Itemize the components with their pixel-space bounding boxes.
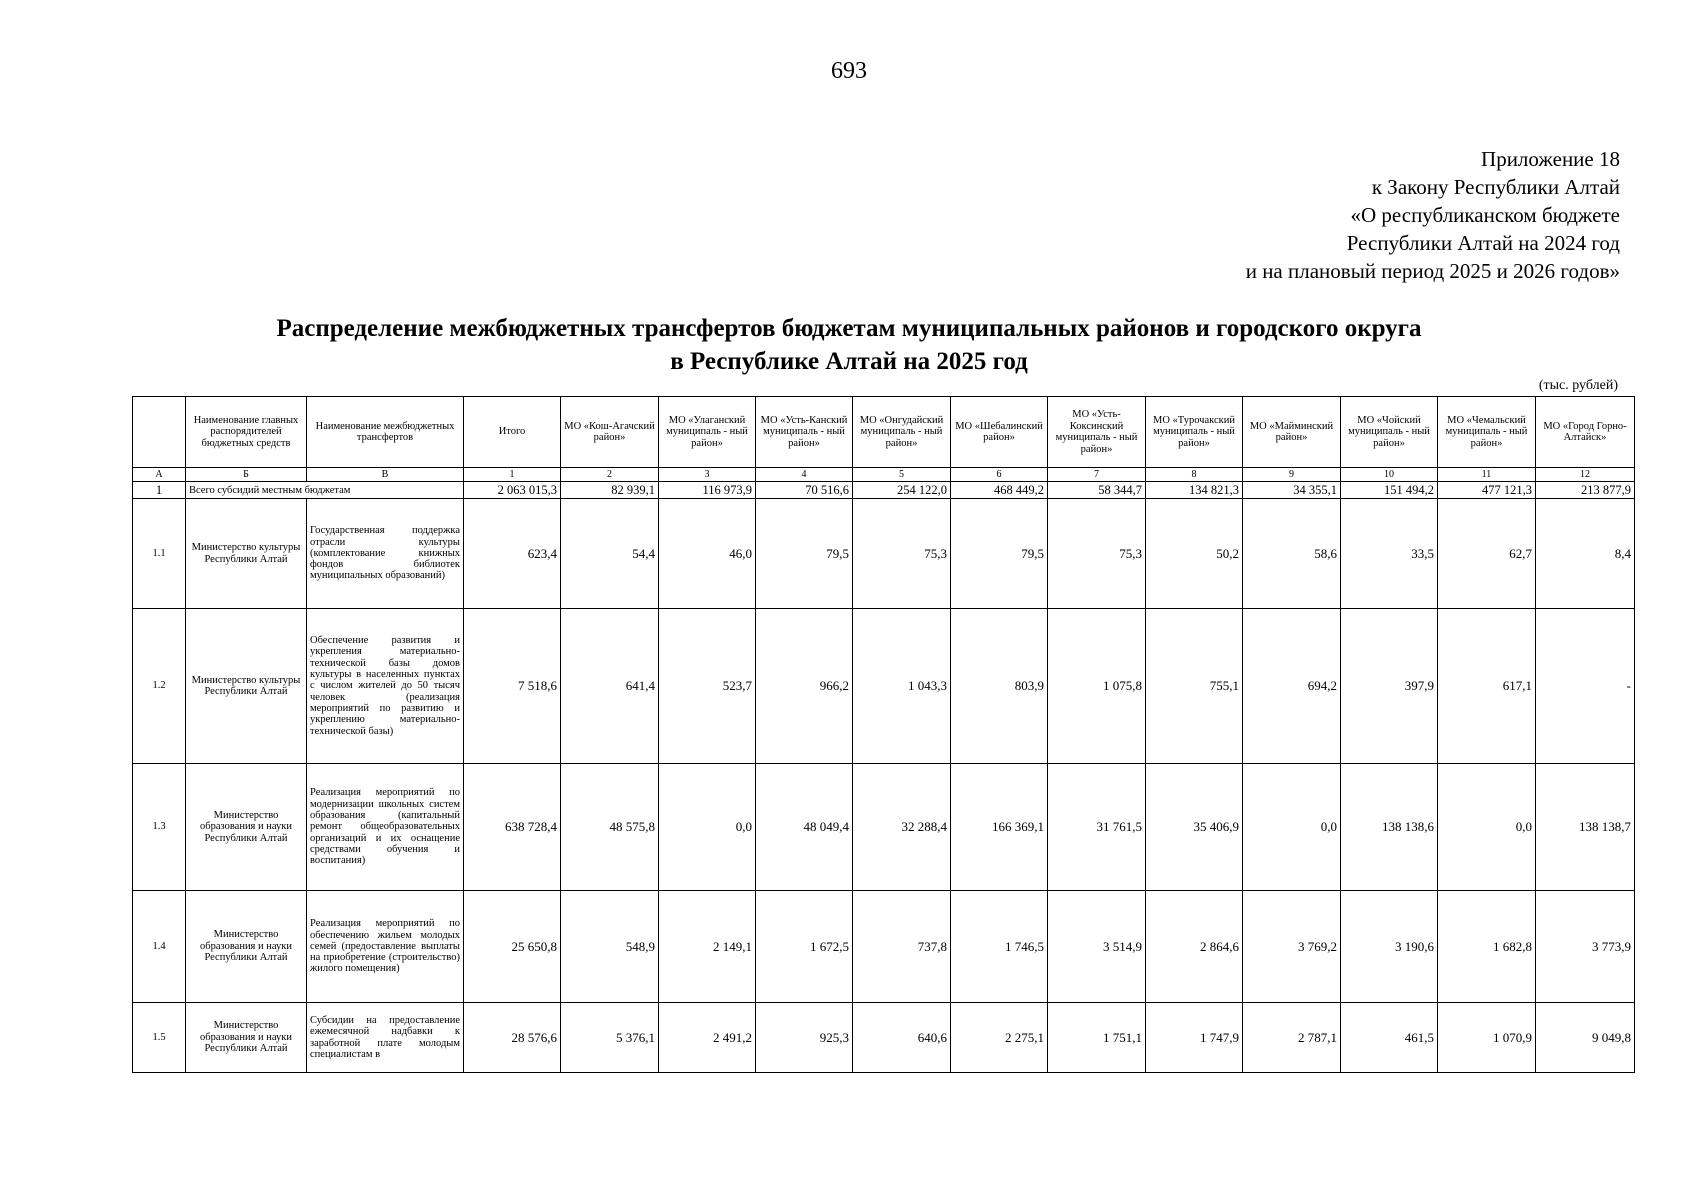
administrator-cell: Министерство культуры Республики Алтай bbox=[186, 499, 307, 609]
value-cell: 213 877,9 bbox=[1536, 482, 1635, 499]
value-cell: 28 576,6 bbox=[464, 1003, 561, 1073]
value-cell: 2 491,2 bbox=[659, 1003, 756, 1073]
table-row bbox=[133, 499, 1635, 609]
value-cell: 75,3 bbox=[1048, 499, 1146, 609]
value-cell: 1 751,1 bbox=[1048, 1003, 1146, 1073]
value-cell: 70 516,6 bbox=[756, 482, 853, 499]
row-number: 1.1 bbox=[133, 499, 186, 609]
transfers-table bbox=[132, 396, 1635, 1073]
index-cell: 8 bbox=[1146, 468, 1243, 482]
appendix-line: Республики Алтай на 2024 год bbox=[1346, 231, 1620, 255]
page-number: 693 bbox=[831, 58, 867, 84]
header-cell: Итого bbox=[464, 397, 561, 468]
value-cell: 0,0 bbox=[659, 764, 756, 891]
value-cell: 548,9 bbox=[561, 891, 659, 1003]
value-cell: 2 787,1 bbox=[1243, 1003, 1341, 1073]
value-cell: 1 075,8 bbox=[1048, 609, 1146, 764]
value-cell: 33,5 bbox=[1341, 499, 1438, 609]
value-cell: 1 043,3 bbox=[853, 609, 951, 764]
units-label: (тыс. рублей) bbox=[1538, 378, 1618, 393]
appendix-line: «О республиканском бюджете bbox=[1350, 203, 1620, 227]
total-row bbox=[133, 482, 1635, 499]
transfer-name-cell: Реализация мероприятий по модернизации школьных систем образования (капитальный ремонт общеобразовательных организаций и их оснащение средствами обучения и воспитания) bbox=[307, 764, 464, 891]
value-cell: 638 728,4 bbox=[464, 764, 561, 891]
value-cell: 468 449,2 bbox=[951, 482, 1048, 499]
value-cell: 50,2 bbox=[1146, 499, 1243, 609]
appendix-line: к Закону Республики Алтай bbox=[1371, 175, 1620, 199]
administrator-cell: Министерство образования и науки Республики Алтай bbox=[186, 764, 307, 891]
value-cell: 2 149,1 bbox=[659, 891, 756, 1003]
administrator-cell: Министерство культуры Республики Алтай bbox=[186, 609, 307, 764]
value-cell: 138 138,7 bbox=[1536, 764, 1635, 891]
index-cell: В bbox=[307, 468, 464, 482]
value-cell: 0,0 bbox=[1438, 764, 1536, 891]
total-label: Всего субсидий местным бюджетам bbox=[186, 482, 464, 499]
index-cell: Б bbox=[186, 468, 307, 482]
header-cell: МО «Чойский муниципаль - ный район» bbox=[1341, 397, 1438, 468]
value-cell: 1 070,9 bbox=[1438, 1003, 1536, 1073]
value-cell: 1 682,8 bbox=[1438, 891, 1536, 1003]
index-cell: 4 bbox=[756, 468, 853, 482]
value-cell: 7 518,6 bbox=[464, 609, 561, 764]
value-cell: 138 138,6 bbox=[1341, 764, 1438, 891]
index-cell: 11 bbox=[1438, 468, 1536, 482]
appendix-note bbox=[1246, 145, 1620, 285]
value-cell: 966,2 bbox=[756, 609, 853, 764]
value-cell: 694,2 bbox=[1243, 609, 1341, 764]
row-number: 1.4 bbox=[133, 891, 186, 1003]
header-cell: МО «Шебалинский район» bbox=[951, 397, 1048, 468]
index-cell: 2 bbox=[561, 468, 659, 482]
value-cell: 1 747,9 bbox=[1146, 1003, 1243, 1073]
row-number: 1.3 bbox=[133, 764, 186, 891]
value-cell: 48 575,8 bbox=[561, 764, 659, 891]
value-cell: 3 190,6 bbox=[1341, 891, 1438, 1003]
appendix-line: и на плановый период 2025 и 2026 годов» bbox=[1245, 259, 1620, 283]
row-number: 1.5 bbox=[133, 1003, 186, 1073]
transfer-name-cell: Субсидии на предоставление ежемесячной надбавки к заработной плате молодым специалистам в bbox=[307, 1003, 464, 1073]
row-number: 1 bbox=[133, 482, 186, 499]
value-cell: - bbox=[1536, 609, 1635, 764]
value-cell: 134 821,3 bbox=[1146, 482, 1243, 499]
header-cell: Наименование межбюджетных трансфертов bbox=[307, 397, 464, 468]
value-cell: 641,4 bbox=[561, 609, 659, 764]
appendix-line: Приложение 18 bbox=[1481, 147, 1620, 171]
index-cell: 10 bbox=[1341, 468, 1438, 482]
value-cell: 32 288,4 bbox=[853, 764, 951, 891]
value-cell: 8,4 bbox=[1536, 499, 1635, 609]
value-cell: 461,5 bbox=[1341, 1003, 1438, 1073]
value-cell: 9 049,8 bbox=[1536, 1003, 1635, 1073]
index-cell: 5 bbox=[853, 468, 951, 482]
value-cell: 54,4 bbox=[561, 499, 659, 609]
value-cell: 737,8 bbox=[853, 891, 951, 1003]
index-cell: 6 bbox=[951, 468, 1048, 482]
index-cell: 12 bbox=[1536, 468, 1635, 482]
header-cell: МО «Онгудайский муниципаль - ный район» bbox=[853, 397, 951, 468]
value-cell: 3 773,9 bbox=[1536, 891, 1635, 1003]
value-cell: 62,7 bbox=[1438, 499, 1536, 609]
value-cell: 2 063 015,3 bbox=[464, 482, 561, 499]
value-cell: 1 672,5 bbox=[756, 891, 853, 1003]
administrator-cell: Министерство образования и науки Республики Алтай bbox=[186, 891, 307, 1003]
value-cell: 116 973,9 bbox=[659, 482, 756, 499]
value-cell: 31 761,5 bbox=[1048, 764, 1146, 891]
value-cell: 477 121,3 bbox=[1438, 482, 1536, 499]
table-row bbox=[133, 764, 1635, 891]
value-cell: 75,3 bbox=[853, 499, 951, 609]
header-cell: МО «Улаганский муниципаль - ный район» bbox=[659, 397, 756, 468]
value-cell: 523,7 bbox=[659, 609, 756, 764]
table-row bbox=[133, 1003, 1635, 1073]
column-index-row bbox=[133, 468, 1635, 482]
value-cell: 617,1 bbox=[1438, 609, 1536, 764]
administrator-cell: Министерство образования и науки Республики Алтай bbox=[186, 1003, 307, 1073]
value-cell: 1 746,5 bbox=[951, 891, 1048, 1003]
value-cell: 46,0 bbox=[659, 499, 756, 609]
value-cell: 2 864,6 bbox=[1146, 891, 1243, 1003]
document-title bbox=[0, 312, 1698, 378]
value-cell: 640,6 bbox=[853, 1003, 951, 1073]
header-cell: МО «Чемальский муниципаль - ный район» bbox=[1438, 397, 1536, 468]
value-cell: 2 275,1 bbox=[951, 1003, 1048, 1073]
transfer-name-cell: Государственная поддержка отрасли культуры (комплектование книжных фондов библиотек муниципальных образований) bbox=[307, 499, 464, 609]
value-cell: 254 122,0 bbox=[853, 482, 951, 499]
index-cell: 3 bbox=[659, 468, 756, 482]
transfer-name-cell: Реализация мероприятий по обеспечению жильем молодых семей (предоставление выплаты на приобретение (строительство) жилого помещения) bbox=[307, 891, 464, 1003]
value-cell: 3 514,9 bbox=[1048, 891, 1146, 1003]
row-number: 1.2 bbox=[133, 609, 186, 764]
header-cell bbox=[133, 397, 186, 468]
value-cell: 803,9 bbox=[951, 609, 1048, 764]
transfer-name-cell: Обеспечение развития и укрепления материально-технической базы домов культуры в населенных пунктах с числом жителей до 50 тысяч человек (реализация мероприятий по развитию и укреплению материально-технической базы) bbox=[307, 609, 464, 764]
table-row bbox=[133, 609, 1635, 764]
header-cell: МО «Город Горно-Алтайск» bbox=[1536, 397, 1635, 468]
title-line: в Республике Алтай на 2025 год bbox=[670, 348, 1028, 375]
index-cell: 1 bbox=[464, 468, 561, 482]
value-cell: 397,9 bbox=[1341, 609, 1438, 764]
index-cell: А bbox=[133, 468, 186, 482]
header-cell: МО «Турочакский муниципаль - ный район» bbox=[1146, 397, 1243, 468]
value-cell: 0,0 bbox=[1243, 764, 1341, 891]
index-cell: 9 bbox=[1243, 468, 1341, 482]
header-cell: МО «Кош-Агачский район» bbox=[561, 397, 659, 468]
value-cell: 82 939,1 bbox=[561, 482, 659, 499]
value-cell: 755,1 bbox=[1146, 609, 1243, 764]
value-cell: 623,4 bbox=[464, 499, 561, 609]
header-cell: МО «Майминский район» bbox=[1243, 397, 1341, 468]
value-cell: 166 369,1 bbox=[951, 764, 1048, 891]
value-cell: 151 494,2 bbox=[1341, 482, 1438, 499]
value-cell: 34 355,1 bbox=[1243, 482, 1341, 499]
value-cell: 79,5 bbox=[756, 499, 853, 609]
value-cell: 3 769,2 bbox=[1243, 891, 1341, 1003]
value-cell: 35 406,9 bbox=[1146, 764, 1243, 891]
value-cell: 925,3 bbox=[756, 1003, 853, 1073]
header-cell: Наименование главных распорядителей бюджетных средств bbox=[186, 397, 307, 468]
value-cell: 25 650,8 bbox=[464, 891, 561, 1003]
value-cell: 58 344,7 bbox=[1048, 482, 1146, 499]
title-line: Распределение межбюджетных трансфертов бюджетам муниципальных районов и городского округа bbox=[276, 315, 1422, 342]
value-cell: 79,5 bbox=[951, 499, 1048, 609]
header-cell: МО «Усть-Коксинский муниципаль - ный район» bbox=[1048, 397, 1146, 468]
value-cell: 48 049,4 bbox=[756, 764, 853, 891]
value-cell: 58,6 bbox=[1243, 499, 1341, 609]
header-cell: МО «Усть-Канский муниципаль - ный район» bbox=[756, 397, 853, 468]
index-cell: 7 bbox=[1048, 468, 1146, 482]
value-cell: 5 376,1 bbox=[561, 1003, 659, 1073]
header-row bbox=[133, 397, 1635, 468]
table-row bbox=[133, 891, 1635, 1003]
